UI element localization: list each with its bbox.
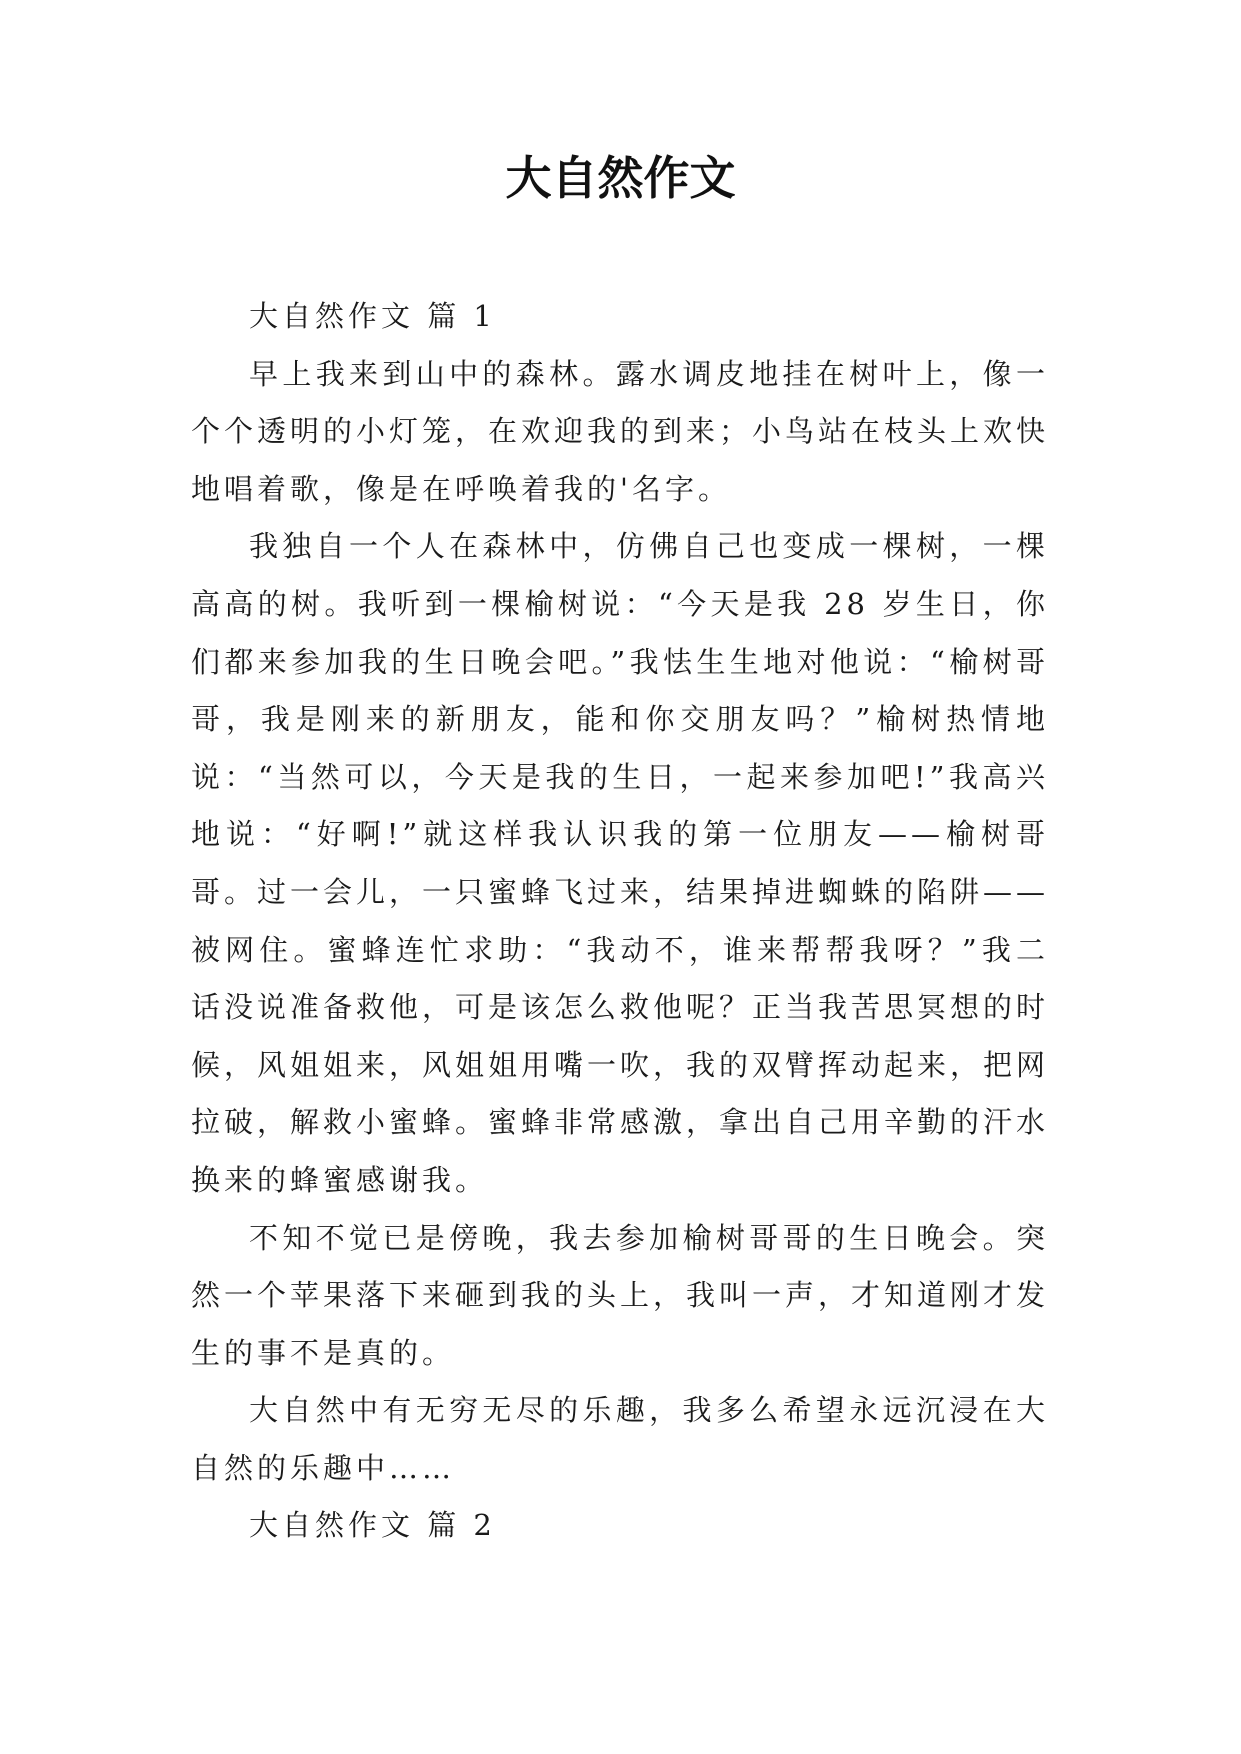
document-body	[191, 288, 1049, 1555]
paragraph-2: 我独自一个人在森林中，仿佛自己也变成一棵树，一棵高高的树。我听到一棵榆树说：“今天是我 28 岁生日，你们都来参加我的生日晚会吧。”我怯生生地对他说：“榆树哥哥，我是刚来的新朋友，能和你交朋友吗？”榆树热情地说：“当然可以，今天是我的生日，一起来参加吧!”我高兴地说：“好啊!”就这样我认识我的第一位朋友——榆树哥哥。过一会儿，一只蜜蜂飞过来，结果掉进蜘蛛的陷阱——被网住。蜜蜂连忙求助：“我动不，谁来帮帮我呀？”我二话没说准备救他，可是该怎么救他呢？正当我苦思冥想的时候，风姐姐来，风姐姐用嘴一吹，我的双臂挥动起来，把网拉破，解救小蜜蜂。蜜蜂非常感激，拿出自己用辛勤的汗水换来的蜂蜜感谢我。	[191, 529, 1050, 1197]
paragraph-1: 早上我来到山中的森林。露水调皮地挂在树叶上，像一个个透明的小灯笼，在欢迎我的到来；小鸟站在枝头上欢快地唱着歌，像是在呼唤着我的'名字。	[191, 356, 1050, 506]
paragraph-4: 大自然中有无穷无尽的乐趣，我多么希望永远沉浸在大自然的乐趣中……	[191, 1393, 1049, 1485]
paragraph-3: 不知不觉已是傍晚，我去参加榆树哥哥的生日晚会。突然一个苹果落下来砸到我的头上，我叫一声，才知道刚才发生的事不是真的。	[191, 1220, 1050, 1370]
section-heading-2: 大自然作文 篇 2	[249, 1508, 496, 1543]
section-heading-1: 大自然作文 篇 1	[249, 299, 496, 333]
document-title: 大自然作文	[505, 151, 736, 205]
